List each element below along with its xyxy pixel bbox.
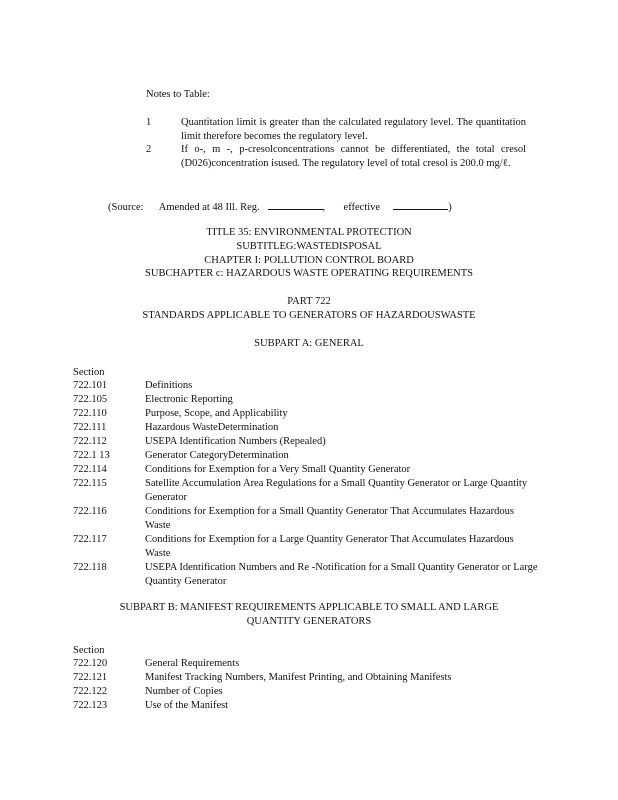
source-amended: Amended at 48 Ill. Reg.	[158, 202, 260, 213]
source-line: (Source: Amended at 48 Ill. Reg. , effective )	[108, 199, 452, 215]
section-title[interactable]: Use of the Manifest	[145, 700, 229, 711]
section-number: 722.116	[73, 506, 107, 517]
section-title[interactable]: USEPA Identification Numbers and Re -Notification for a Small Quantity Generator or Large Quantity Generator	[145, 562, 538, 587]
section-number: 722.112	[73, 436, 107, 447]
section-title[interactable]: Hazardous WasteDetermination	[145, 422, 279, 433]
subchapter-heading: SUBCHAPTER c: HAZARDOUS WASTE OPERATING REQUIREMENTS	[145, 268, 473, 279]
part-heading: PART 722	[287, 296, 331, 307]
section-number: 722.122	[73, 686, 108, 697]
section-title[interactable]: General Requirements	[145, 658, 240, 669]
section-title[interactable]: Manifest Tracking Numbers, Manifest Printing, and Obtaining Manifests	[145, 672, 452, 683]
section-title[interactable]: Number of Copies	[145, 686, 223, 697]
part-title: STANDARDS APPLICABLE TO GENERATORS OF HAZARDOUSWASTE	[142, 310, 476, 321]
section-number: 722.105	[73, 394, 108, 405]
chapter-heading: CHAPTER I: POLLUTION CONTROL BOARD	[204, 255, 414, 266]
section-number: 722.120	[73, 658, 108, 669]
section-title[interactable]: Conditions for Exemption for a Small Quantity Generator That Accumulates Hazardous Waste	[145, 506, 514, 531]
section-number: 722.117	[73, 534, 107, 545]
section-number: 722.114	[73, 464, 107, 475]
note-text: If o-, m -, p-cresolconcentrations cannot be differentiated, the total cresol (D026)concentration isused. The regulatory level of total cresol is 200.0 mg/ℓ.	[181, 144, 526, 169]
source-close: )	[448, 202, 452, 213]
source-blank-register	[268, 199, 323, 210]
section-title[interactable]: Conditions for Exemption for a Large Quantity Generator That Accumulates Hazardous Waste	[145, 534, 514, 559]
section-title[interactable]: Definitions	[145, 380, 193, 391]
section-title[interactable]: Electronic Reporting	[145, 394, 233, 405]
subpart-a-heading: SUBPART A: GENERAL	[254, 338, 364, 349]
subpart-b-heading-cont: QUANTITY GENERATORS	[246, 616, 372, 627]
section-number: 722.111	[73, 422, 107, 433]
title-heading: TITLE 35: ENVIRONMENTAL PROTECTION	[206, 227, 412, 238]
section-number: 722.115	[73, 478, 107, 489]
section-number: 722.118	[73, 562, 107, 573]
section-title[interactable]: Generator CategoryDetermination	[145, 450, 289, 461]
note-text: Quantitation limit is greater than the calculated regulatory level. The quantitation limit therefore becomes the regulatory level.	[181, 117, 526, 142]
subpart-b-section-label: Section	[73, 645, 105, 656]
section-title[interactable]: USEPA Identification Numbers (Repealed)	[145, 436, 326, 447]
note-number: 2	[146, 144, 152, 155]
section-number: 722.101	[73, 380, 108, 391]
section-number: 722.123	[73, 700, 108, 711]
section-title[interactable]: Conditions for Exemption for a Very Small Quantity Generator	[145, 464, 411, 475]
source-effective: effective	[343, 202, 381, 213]
section-number: 722.121	[73, 672, 108, 683]
section-title[interactable]: Satellite Accumulation Area Regulations for a Small Quantity Generator or Large Quantity Generator	[145, 478, 528, 503]
notes-heading: Notes to Table:	[146, 89, 210, 100]
subpart-a-section-label: Section	[73, 367, 105, 378]
section-number: 722.1 13	[73, 450, 110, 461]
subpart-b-heading: SUBPART B: MANIFEST REQUIREMENTS APPLICABLE TO SMALL AND LARGE	[119, 602, 499, 613]
note-number: 1	[146, 117, 152, 128]
subtitle-heading: SUBTITLEG:WASTEDISPOSAL	[236, 241, 382, 252]
source-label: (Source:	[108, 202, 144, 213]
section-title[interactable]: Purpose, Scope, and Applicability	[145, 408, 288, 419]
source-blank-effective	[393, 199, 448, 210]
section-number: 722.110	[73, 408, 107, 419]
